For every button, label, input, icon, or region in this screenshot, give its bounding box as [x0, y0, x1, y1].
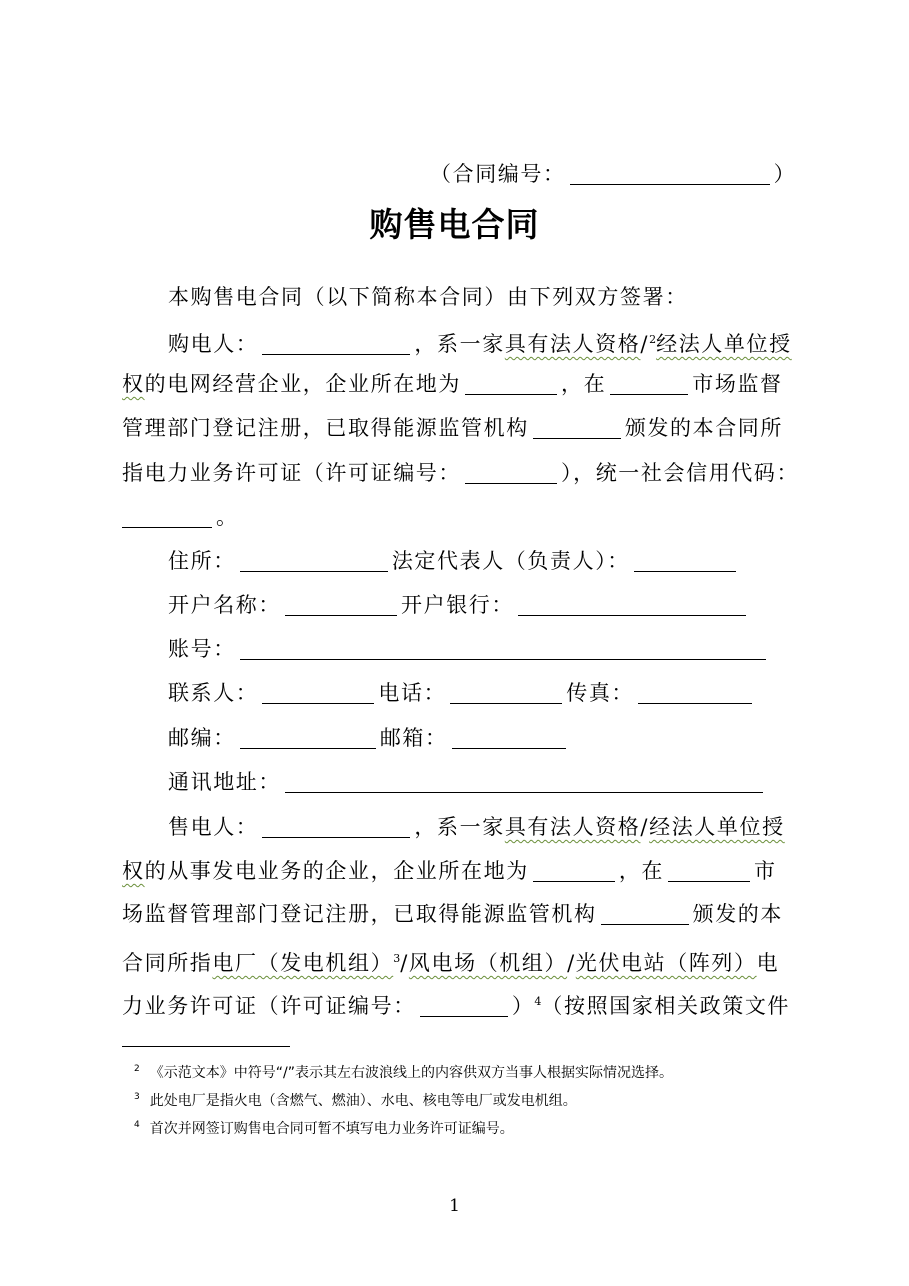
phone-label: 电话： [378, 681, 447, 705]
mail-address-label: 通讯地址： [168, 770, 281, 794]
mail-address-blank[interactable] [285, 770, 763, 793]
seller-choice-authorized: 经法人单位授 [649, 815, 785, 839]
seller-label: 售电人： [168, 815, 259, 839]
footnote-number: 2 [134, 1064, 140, 1074]
footnote-3 [134, 1088, 577, 1110]
seller-choice-wind-farm: 风电场（机组） [408, 951, 568, 975]
buyer-choice-authorized: 经法人单位授 [656, 332, 792, 356]
footnote-number: 4 [134, 1120, 140, 1130]
buyer-registry-blank[interactable] [610, 372, 688, 395]
buyer-regulator-blank[interactable] [533, 416, 621, 439]
buyer-line-5 [122, 503, 239, 531]
contact-label: 联系人： [168, 681, 259, 705]
account-name-blank[interactable] [285, 593, 397, 616]
buyer-account-row [168, 635, 770, 663]
seller-text: 的从事发电业务的企业，企业所在地为 [144, 859, 529, 883]
contract-number-label: （合同编号： [430, 162, 566, 186]
seller-text: 合同所指 [122, 951, 213, 975]
seller-text: 场监督管理部门登记注册，已取得能源监管机构 [122, 902, 597, 926]
footnote-text: 此处电厂是指火电（含燃气、燃油）、水电、核电等电厂或发电机组。 [149, 1093, 577, 1109]
buyer-label: 购电人： [168, 332, 259, 356]
footnote-text: 《示范文本》中符号“/”表示其左右波浪线上的内容供双方当事人根据实际情况选择。 [149, 1065, 673, 1081]
buyer-credit-code-blank[interactable] [122, 505, 212, 528]
seller-line-2 [122, 857, 777, 885]
seller-license-number-blank[interactable] [420, 994, 508, 1017]
buyer-location-blank[interactable] [465, 372, 557, 395]
footnote-ref-2: 2 [649, 333, 657, 346]
seller-choice-power-plant: 电厂（发电机组） [212, 951, 394, 975]
bank-label: 开户银行： [401, 593, 514, 617]
seller-text: （按照国家相关政策文件 [541, 994, 791, 1018]
choice-separator: / [640, 332, 650, 356]
buyer-text: ，在 [561, 372, 607, 396]
choice-separator: / [400, 951, 409, 975]
buyer-choice-authorized-cont: 权 [122, 372, 145, 396]
seller-choice-solar-station: 光伏电站（阵列） [575, 951, 757, 975]
contract-number-blank[interactable] [570, 162, 770, 185]
seller-line-1 [168, 813, 785, 841]
seller-line-5 [122, 988, 790, 1020]
buyer-text: 颁发的本合同所 [624, 416, 784, 440]
seller-line-3 [122, 900, 783, 928]
fax-label: 传真： [566, 681, 635, 705]
buyer-bank-row [168, 591, 750, 619]
footnote-ref-3: 3 [393, 952, 401, 965]
buyer-line-2 [122, 370, 783, 398]
footnote-4 [134, 1116, 514, 1138]
buyer-text: 管理部门登记注册，已取得能源监管机构 [122, 416, 529, 440]
footnote-separator [122, 1046, 290, 1047]
buyer-text: 市场监督 [692, 372, 783, 396]
contract-number-close: ） [773, 162, 797, 186]
buyer-mail-address-row [168, 768, 767, 796]
seller-name-blank[interactable] [262, 815, 410, 838]
bank-blank[interactable] [518, 593, 746, 616]
postcode-blank[interactable] [240, 726, 376, 749]
buyer-line-4 [122, 459, 799, 487]
footnote-2 [134, 1060, 673, 1082]
buyer-line-3 [122, 414, 783, 442]
address-label: 住所： [168, 549, 236, 573]
buyer-text: 指电力业务许可证（许可证编号： [122, 461, 461, 485]
page-number: 1 [449, 1196, 460, 1216]
seller-text: ） [511, 994, 535, 1018]
seller-text: ，在 [618, 859, 665, 883]
contact-blank[interactable] [262, 681, 374, 704]
seller-text: 颁发的本 [692, 902, 784, 926]
buyer-text: ，系一家 [414, 332, 505, 356]
email-blank[interactable] [452, 726, 566, 749]
buyer-name-blank[interactable] [262, 332, 410, 355]
seller-line-4 [122, 945, 779, 977]
choice-separator: / [640, 815, 650, 839]
account-name-label: 开户名称： [168, 593, 281, 617]
address-blank[interactable] [240, 549, 388, 572]
seller-text: 力业务许可证（许可证编号： [122, 994, 416, 1018]
choice-separator: / [567, 951, 576, 975]
account-blank[interactable] [240, 637, 766, 660]
footnote-ref-4: 4 [534, 995, 542, 1008]
account-label: 账号： [168, 637, 236, 661]
buyer-license-number-blank[interactable] [465, 461, 557, 484]
intro-paragraph: 本购售电合同（以下简称本合同）由下列双方签署： [168, 285, 688, 309]
buyer-line-1 [168, 326, 792, 358]
contract-number-line [430, 160, 796, 188]
buyer-contact-row [168, 679, 756, 707]
buyer-address-row [168, 547, 740, 575]
buyer-postcode-row [168, 724, 570, 752]
seller-text: 电 [756, 951, 780, 975]
phone-blank[interactable] [450, 681, 562, 704]
footnote-text: 首次并网签订购售电合同可暂不填写电力业务许可证编号。 [149, 1121, 514, 1137]
seller-choice-authorized-cont: 权 [122, 859, 145, 883]
seller-text: ，系一家 [414, 815, 505, 839]
buyer-text: ），统一社会信用代码： [561, 461, 800, 485]
seller-choice-legal-person: 具有法人资格 [504, 815, 641, 839]
legal-rep-label: 法定代表人（负责人）： [391, 549, 630, 573]
seller-regulator-blank[interactable] [601, 902, 689, 925]
seller-location-blank[interactable] [533, 859, 615, 882]
email-label: 邮箱： [379, 726, 448, 750]
legal-rep-blank[interactable] [634, 549, 736, 572]
document-title: 购售电合同 [369, 205, 540, 244]
seller-text: 市 [754, 859, 777, 883]
footnote-number: 3 [134, 1092, 140, 1102]
fax-blank[interactable] [638, 681, 752, 704]
postcode-label: 邮编： [168, 726, 236, 750]
buyer-choice-legal-person: 具有法人资格 [504, 332, 641, 356]
seller-registry-blank[interactable] [668, 859, 750, 882]
buyer-text: 的电网经营企业，企业所在地为 [144, 372, 462, 396]
buyer-text: 。 [216, 505, 239, 529]
